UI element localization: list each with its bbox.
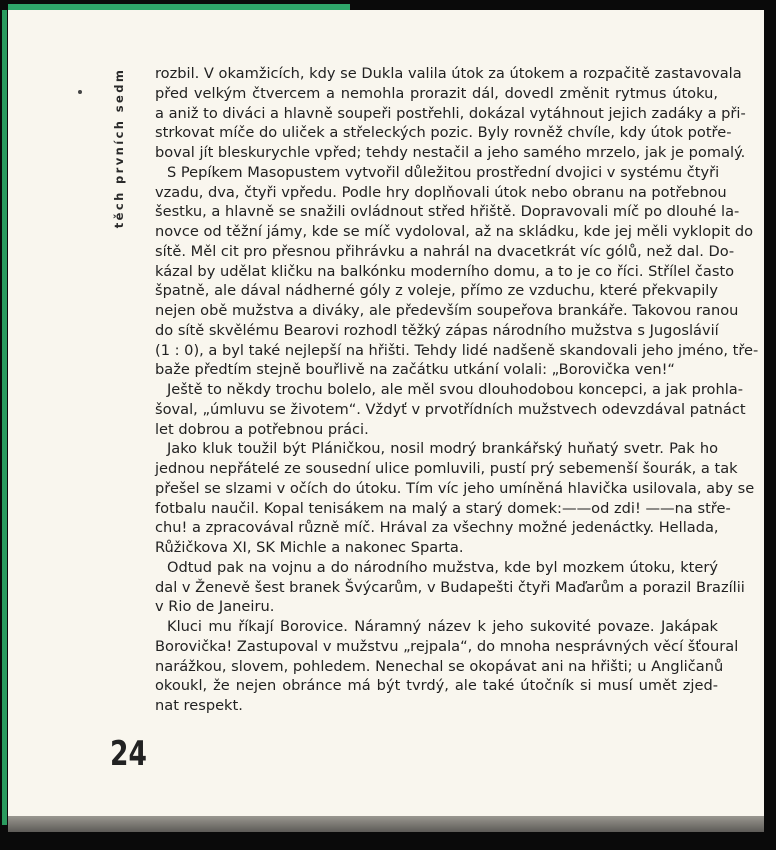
text-line: (1 : 0), a byl také nejlepší na hřišti. Tehdy lidé nadšeně skandovali jeho jméno, tře- bbox=[155, 341, 759, 359]
text-line: nat respekt. bbox=[155, 697, 243, 714]
text-line: novce od těžní jámy, kde se míč vydoloval, až na skládku, kde jej měli vyklopit do bbox=[155, 223, 754, 240]
text-line: rozbil. V okamžicích, kdy se Dukla valila útok za útokem a rozpačitě zastavovala bbox=[155, 65, 742, 82]
text-line: špatně, ale dával nádherné góly z voleje, přímo ze vzduchu, které překvapily bbox=[155, 282, 718, 300]
paragraph bbox=[155, 380, 746, 439]
text-line: do sítě skvělému Bearovi rozhodl těžký zápas národního mužstva s Jugoslávií bbox=[155, 321, 719, 339]
text-line: baže předtím stejně bouřlivě na začátku utkání volali: „Borovička ven!“ bbox=[155, 361, 675, 379]
text-line: okoukl, že nejen obránce má být tvrdý, ale také útočník si musí umět zjed- bbox=[155, 677, 718, 695]
page-number: 24 bbox=[110, 734, 147, 774]
text-line: boval jít bleskurychle vpřed; tehdy nestačil a jeho samého mrzelo, jak je pomalý. bbox=[155, 144, 746, 161]
paragraph bbox=[155, 64, 746, 163]
text-line: narážkou, slovem, pohledem. Nenechal se okopávat ani na hřišti; u Angličanů bbox=[155, 657, 724, 675]
text-line: Borovička! Zastupoval v mužstvu „rejpala“, do mnoha nesprávných věcí šťoural bbox=[155, 637, 739, 655]
cover-edge-left bbox=[2, 10, 7, 825]
text-line: před velkým čtvercem a nemohla prorazit dál, dovedl změnit rytmus útoku, bbox=[155, 84, 718, 102]
text-line: šestku, a hlavně se snažili ovládnout střed hřiště. Dopravovali míč po dlouhé la- bbox=[155, 203, 740, 221]
running-head-vertical: těch prvních sedm bbox=[112, 67, 126, 229]
text-line: šoval, „úmluvu se životem“. Vždyť v prvotřídních mužstvech odevzdával patnáct bbox=[155, 400, 746, 418]
paragraph bbox=[155, 439, 755, 558]
text-line: nejen obě mužstva a diváky, ale především soupeřova brankáře. Takovou ranou bbox=[155, 302, 739, 319]
text-line: Ještě to někdy trochu bolelo, ale měl svou dlouhodobou koncepci, a jak prohla- bbox=[167, 381, 744, 398]
text-line: Kluci mu říkají Borovice. Náramný název k jeho sukovité povaze. Jakápak bbox=[167, 618, 718, 635]
text-line: v Rio de Janeiru. bbox=[155, 598, 275, 616]
text-line: Jako kluk toužil být Pláničkou, nosil modrý brankářský huňatý svetr. Pak ho bbox=[167, 440, 718, 458]
text-line: strkovat míče do uliček a střeleckých pozic. Byly rovněž chvíle, kdy útok potře- bbox=[155, 124, 732, 142]
page-bottom-edge bbox=[8, 816, 764, 832]
text-line: přešel se slzami v očích do útoku. Tím víc jeho umíněná hlavička usilovala, aby se bbox=[155, 479, 755, 497]
text-line: fotbalu naučil. Kopal tenisákem na malý a starý domek:——od zdi! ——na stře- bbox=[155, 499, 731, 517]
text-line: vzadu, dva, čtyři vpředu. Podle hry doplňovali útok nebo obranu na potřebnou bbox=[155, 183, 727, 201]
paragraph bbox=[155, 617, 739, 716]
text-line: kázal by udělat kličku na balkónku moderního domu, a to je co říci. Střílel často bbox=[155, 262, 735, 280]
text-line: sítě. Měl cit pro přesnou přihrávku a nahrál na dvacetkrát víc gólů, než dal. Do- bbox=[155, 242, 735, 260]
text-line: dal v Ženevě šest branek Švýcarům, v Budapešti čtyři Maďarům a porazil Brazílii bbox=[155, 578, 745, 596]
text-line: Růžičkova XI, SK Michle a nakonec Sparta. bbox=[155, 539, 464, 556]
text-line: a aniž to diváci a hlavně soupeři postřehli, dokázal vytáhnout jejich zadáky a při- bbox=[155, 104, 746, 122]
paragraph bbox=[155, 558, 745, 617]
margin-dot bbox=[78, 90, 82, 94]
text-line: S Pepíkem Masopustem vytvořil důležitou prostřední dvojici v systému čtyři bbox=[167, 163, 720, 181]
text-line: chu! a zpracovával různě míč. Hrával za všechny možné jedenáctky. Hellada, bbox=[155, 519, 719, 537]
text-line: let dobrou a potřebnou práci. bbox=[155, 420, 369, 438]
paragraph bbox=[155, 163, 759, 380]
text-line: jednou nepřátelé ze sousední ulice pomluvili, pustí prý sebemenší šourák, a tak bbox=[155, 460, 738, 477]
text-line: Odtud pak na vojnu a do národního mužstva, kde byl mozkem útoku, který bbox=[167, 558, 718, 576]
body-text bbox=[155, 64, 759, 716]
